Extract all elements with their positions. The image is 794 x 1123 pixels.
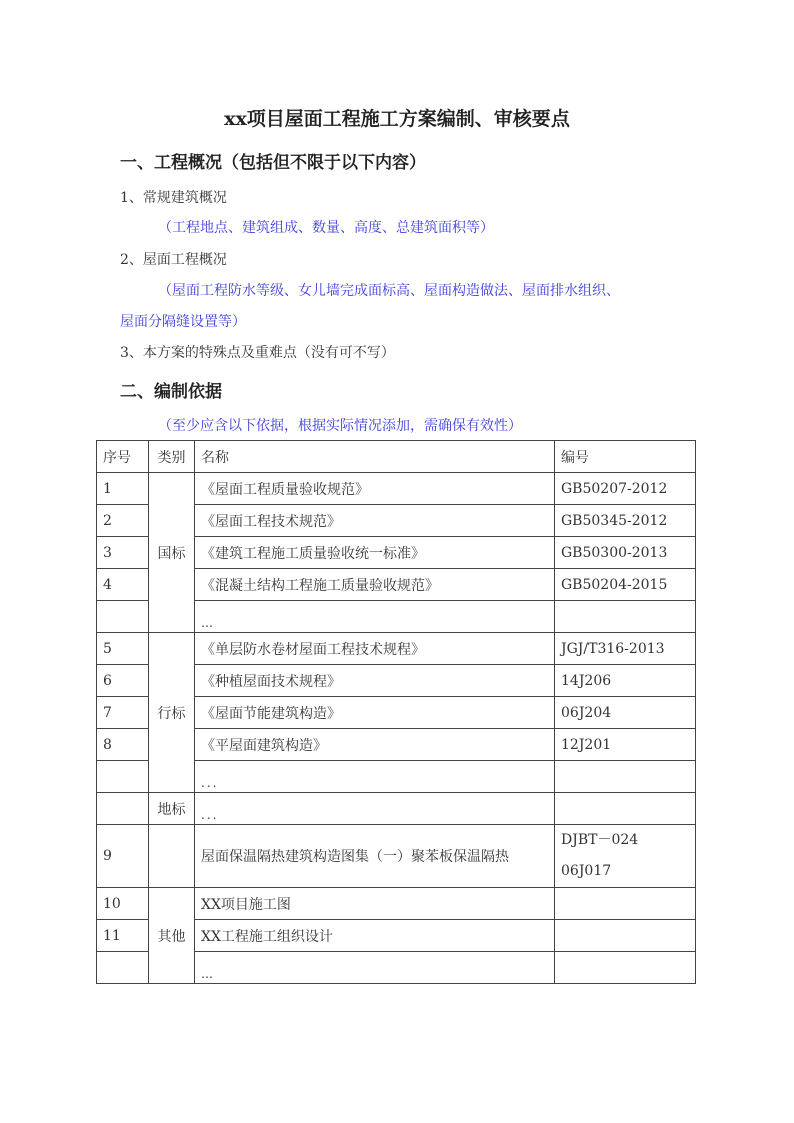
- document-title: xx项目屋面工程施工方案编制、审核要点: [224, 108, 570, 130]
- ellipsis: …: [201, 615, 215, 630]
- header-name: 名称: [195, 441, 555, 473]
- row-code: JGJ/T316-2013: [555, 633, 696, 665]
- row-code: [555, 952, 696, 984]
- row-no: 8: [97, 729, 149, 761]
- ellipsis: ...: [201, 807, 219, 822]
- row-code-line2: 06J017: [561, 863, 612, 879]
- row-no: 3: [97, 537, 149, 569]
- header-category: 类别: [149, 441, 195, 473]
- item-2-label: 2、屋面工程概况: [120, 252, 227, 268]
- row-code: GB50345-2012: [555, 505, 696, 537]
- header-code: 编号: [555, 441, 696, 473]
- row-code: [555, 761, 696, 793]
- category-industry: 行标: [149, 633, 195, 793]
- row-name: [195, 761, 555, 793]
- row-name: XX项目施工图: [195, 888, 555, 920]
- row-no: 11: [97, 920, 149, 952]
- row-no: 7: [97, 697, 149, 729]
- item-3-label: 3、本方案的特殊点及重难点（没有可不写）: [120, 345, 395, 361]
- row-code-line1: DJBT－024: [561, 832, 639, 848]
- row-no: [97, 952, 149, 984]
- category-local: 地标: [149, 793, 195, 825]
- row-name: [195, 793, 555, 825]
- row-code: 06J204: [555, 697, 696, 729]
- category-empty: [149, 825, 195, 888]
- row-code: [555, 888, 696, 920]
- row-code: [555, 793, 696, 825]
- row-name: 屋面保温隔热建筑构造图集（一）聚苯板保温隔热: [195, 825, 555, 888]
- table-row: [97, 825, 696, 888]
- row-name: 《屋面工程技术规范》: [195, 505, 555, 537]
- section-heading-basis: 二、编制依据: [120, 382, 222, 402]
- row-name: 《屋面工程质量验收规范》: [195, 473, 555, 505]
- basis-table: [96, 440, 696, 984]
- row-code: [555, 601, 696, 633]
- row-code: 14J206: [555, 665, 696, 697]
- row-no: 6: [97, 665, 149, 697]
- row-code: [555, 920, 696, 952]
- row-name: [195, 601, 555, 633]
- table-row: [97, 793, 696, 825]
- basis-note: （至少应含以下依据，根据实际情况添加，需确保有效性）: [158, 418, 522, 434]
- row-name: 《屋面节能建筑构造》: [195, 697, 555, 729]
- category-other: 其他: [149, 888, 195, 984]
- item-2-note-line1: （屋面工程防水等级、女儿墙完成面标高、屋面构造做法、屋面排水组织、: [158, 283, 620, 299]
- row-no: 9: [97, 825, 149, 888]
- row-code: GB50204-2015: [555, 569, 696, 601]
- row-name: 《混凝土结构工程施工质量验收规范》: [195, 569, 555, 601]
- ellipsis: ...: [201, 775, 219, 790]
- ellipsis: …: [201, 966, 215, 981]
- row-name: [195, 952, 555, 984]
- row-code: 12J201: [555, 729, 696, 761]
- header-no: 序号: [97, 441, 149, 473]
- row-name: 《种植屋面技术规程》: [195, 665, 555, 697]
- item-1-label: 1、常规建筑概况: [120, 190, 227, 206]
- row-name: 《平屋面建筑构造》: [195, 729, 555, 761]
- section-heading-overview: 一、工程概况（包括但不限于以下内容）: [120, 153, 426, 173]
- table-row: [97, 473, 696, 505]
- row-no: 10: [97, 888, 149, 920]
- row-no: [97, 761, 149, 793]
- row-no: 2: [97, 505, 149, 537]
- row-no: [97, 601, 149, 633]
- row-name: XX工程施工组织设计: [195, 920, 555, 952]
- row-no: 5: [97, 633, 149, 665]
- item-1-note: （工程地点、建筑组成、数量、高度、总建筑面积等）: [158, 220, 494, 236]
- row-code: [555, 825, 696, 888]
- row-no: 4: [97, 569, 149, 601]
- row-code: GB50207-2012: [555, 473, 696, 505]
- row-no: 1: [97, 473, 149, 505]
- row-code: GB50300-2013: [555, 537, 696, 569]
- row-no: [97, 793, 149, 825]
- row-name: 《单层防水卷材屋面工程技术规程》: [195, 633, 555, 665]
- row-name: 《建筑工程施工质量验收统一标准》: [195, 537, 555, 569]
- table-row: [97, 888, 696, 920]
- table-header-row: [97, 441, 696, 473]
- item-2-note-line2: 屋面分隔缝设置等）: [120, 314, 246, 330]
- table-row: [97, 633, 696, 665]
- category-national: 国标: [149, 473, 195, 633]
